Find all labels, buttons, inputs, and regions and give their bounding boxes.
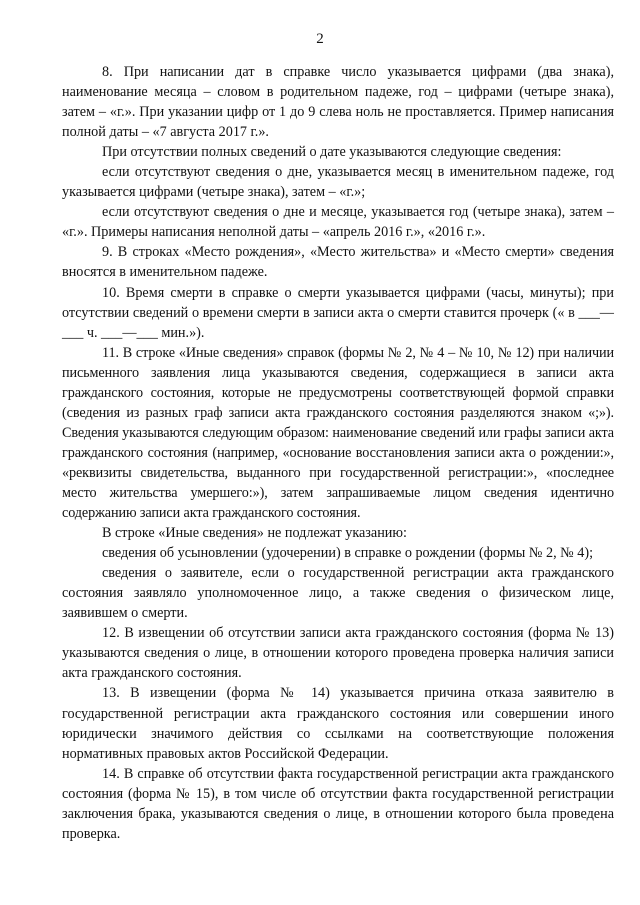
paragraph-missing-day: если отсутствуют сведения о дне, указывается месяц в именительном падеже, год указывается цифрами (четыре знака), затем – «г.»; bbox=[62, 164, 614, 201]
paragraph-14-no-registration-certificate: 14. В справке об отсутствии факта государственной регистрации акта гражданского состояния (форма № 15), в том числе об отсутствии факта государственной регистрации заключения брака, указываются сведения о лице, в отношении которого была проведена проверка. bbox=[62, 765, 614, 842]
paragraph-9-places: 9. В строках «Место рождения», «Место жительства» и «Место смерти» сведения вносятся в именительном падеже. bbox=[62, 244, 614, 281]
paragraph-11-other-info: 11. В строке «Иные сведения» справок (формы № 2, № 4 – № 10, № 12) при наличии письменного заявления лица указываются сведения, содержащиеся в записи акта гражданского состояния, которые не предусмотрены соответствующей формой справки (сведения из разных граф записи акта гражданского состояния разделяются знаком «;»). Сведения указываются следующим образом: наименование сведений или графы записи акта гражданского состояния (например, «основание восстановления записи акта о рождении:», «реквизиты свидетельства, выданного при государственной регистрации:», «последнее место жительства умершего:»), затем запрашиваемые лицом сведения идентично содержанию записи акта гражданского состояния. bbox=[62, 344, 614, 522]
paragraph-applicant-exclusion: сведения о заявителе, если о государственной регистрации акта гражданского состояния заявляло уполномоченное лицо, а также сведения о физическом лице, заявившем о смерти. bbox=[62, 565, 614, 622]
paragraph-adoption-exclusion: сведения об усыновлении (удочерении) в справке о рождении (формы № 2, № 4); bbox=[102, 545, 594, 562]
paragraph-10-time-of-death: 10. Время смерти в справке о смерти указывается цифрами (часы, минуты); при отсутствии сведений о времени смерти в записи акта о смерти ставится прочерк (« в ___—___ ч. ___—___ мин.»). bbox=[62, 284, 614, 341]
paragraph-missing-day-month: если отсутствуют сведения о дне и месяце, указывается год (четыре знака), затем – «г.». Примеры написания неполной даты – «апрель 2016 г.», «2016 г.». bbox=[62, 204, 614, 241]
paragraph-other-info-exclusions-intro: В строке «Иные сведения» не подлежат указанию: bbox=[102, 525, 407, 542]
paragraph-13-refusal-notice: 13. В извещении (форма № 14) указывается причина отказа заявителю в государственной регистрации акта гражданского состояния или совершении иного юридически значимого действия со ссылками на соответствующие положения нормативных правовых актов Российской Федерации. bbox=[62, 685, 614, 762]
paragraph-12-no-record-notice: 12. В извещении об отсутствии записи акта гражданского состояния (форма № 13) указываются сведения о лице, в отношении которого проведена проверка наличия записи акта гражданского состояния. bbox=[62, 625, 614, 682]
paragraph-incomplete-date-intro: При отсутствии полных сведений о дате указываются следующие сведения: bbox=[102, 144, 562, 161]
page-number: 2 bbox=[316, 31, 324, 47]
document-body bbox=[62, 62, 614, 844]
paragraph-8-date-format: 8. При написании дат в справке число указывается цифрами (два знака), наименование месяца – словом в родительном падеже, год – цифрами (четыре знака), затем – «г.». При указании цифр от 1 до 9 слева ноль не проставляется. Пример написания полной даты – «7 августа 2017 г.». bbox=[62, 64, 614, 141]
